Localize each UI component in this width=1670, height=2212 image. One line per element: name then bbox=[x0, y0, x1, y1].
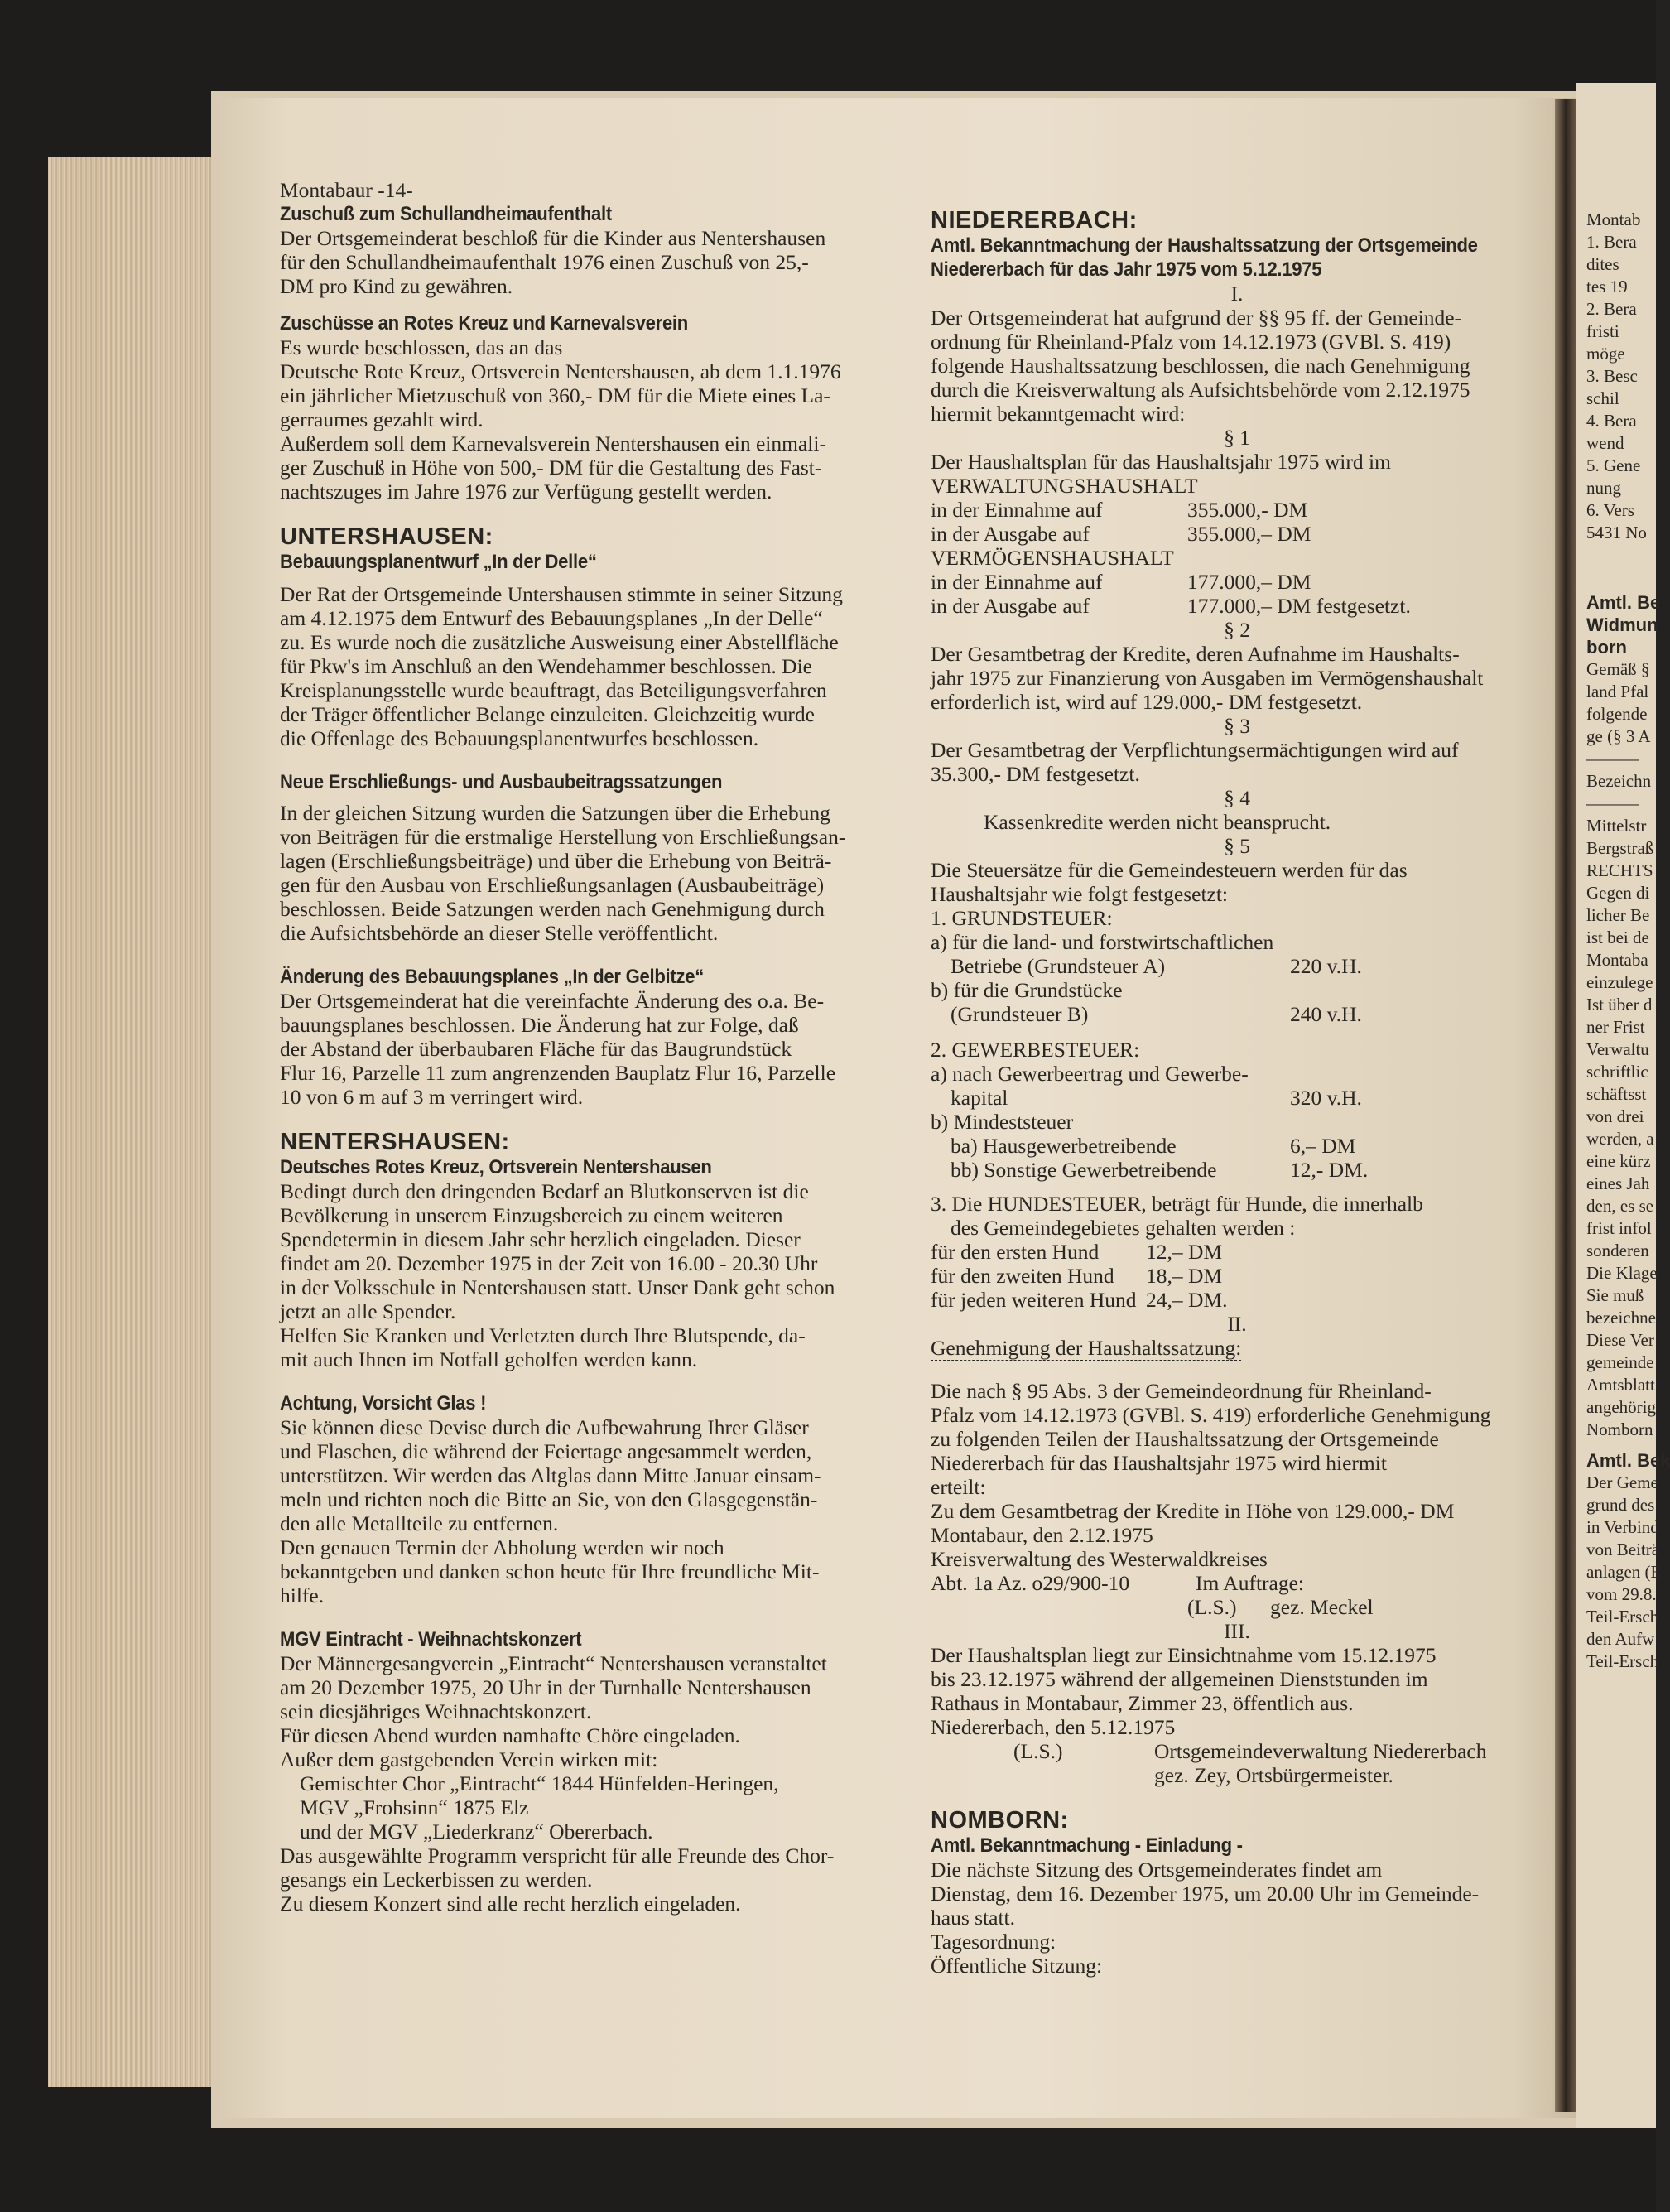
text-line: Deutsche Rote Kreuz, Ortsverein Nentershausen, ab dem 1.1.1976 bbox=[280, 359, 841, 383]
text-line: Montabaur, den 2.12.1975 bbox=[931, 1523, 1153, 1547]
guest-choir: und der MGV „Liederkranz“ Obererbach. bbox=[300, 1819, 653, 1843]
tax-row: bb) Sonstige Gewerbetreibende 12,- DM. bbox=[951, 1158, 1369, 1182]
text-line: Spendetermin in diesem Jahr sehr herzlich eingeladen. Dieser bbox=[280, 1227, 801, 1251]
paragraph-sign: § 1 bbox=[1224, 426, 1250, 450]
article-delle bbox=[280, 523, 899, 750]
text-line: Außer dem gastgebenden Verein wirken mit: bbox=[280, 1747, 658, 1771]
text-line: am 20 Dezember 1975, 20 Uhr in der Turnhalle Nentershausen bbox=[280, 1675, 811, 1699]
text-line: mit auch Ihnen im Notfall geholfen werden kann. bbox=[280, 1347, 698, 1371]
article-title: Deutsches Rotes Kreuz, Ortsverein Nentershausen bbox=[280, 1156, 712, 1178]
paragraph-sign: § 3 bbox=[1224, 714, 1250, 738]
subheading: Genehmigung der Haushaltssatzung: bbox=[931, 1336, 1242, 1360]
tax-row: Betriebe (Grundsteuer A) 220 v.H. bbox=[951, 954, 1362, 978]
article-title: Niedererbach für das Jahr 1975 vom 5.12.1975 bbox=[931, 258, 1322, 281]
text-line: Der Ortsgemeinderat hat die vereinfachte Änderung des o.a. Be- bbox=[280, 989, 825, 1013]
text-line: Die Steuersätze für die Gemeindesteuern werden für das bbox=[931, 858, 1408, 882]
text-line: hiermit bekanntgemacht wird: bbox=[931, 402, 1186, 426]
place-heading: UNTERSHAUSEN: bbox=[280, 523, 493, 550]
text-line: b) Mindeststeuer bbox=[931, 1110, 1074, 1134]
budget-row: in der Ausgabe auf 177.000,– DM festgesetzt. bbox=[931, 594, 1411, 618]
text-line: Der Gesamtbetrag der Kredite, deren Aufnahme im Haushalts- bbox=[931, 642, 1460, 666]
tax-heading: 2. GEWERBESTEUER: bbox=[931, 1038, 1140, 1062]
text-line: haus statt. bbox=[931, 1906, 1015, 1930]
article-drk bbox=[280, 1129, 899, 1371]
text-line: DM pro Kind zu gewähren. bbox=[280, 274, 513, 298]
dog-tax-row: für den zweiten Hund 18,– DM bbox=[931, 1264, 1223, 1288]
text-line: von Beiträgen für die erstmalige Herstellung von Erschließungsan- bbox=[280, 825, 846, 849]
text-line: Kassenkredite werden nicht beansprucht. bbox=[984, 810, 1331, 834]
article-schullandheim bbox=[280, 202, 899, 298]
text-line: 3. Die HUNDESTEUER, beträgt für Hunde, die innerhalb bbox=[931, 1192, 1423, 1216]
text-line: gen für den Ausbau von Erschließungsanlagen (Ausbaubeiträge) bbox=[280, 873, 825, 897]
text-line: ordnung für Rheinland-Pfalz vom 14.12.1973 (GVBl. S. 419) bbox=[931, 330, 1451, 354]
guest-choir: Gemischter Chor „Eintracht“ 1844 Hünfelden-Heringen, bbox=[300, 1771, 779, 1795]
text-line: und Flaschen, die während der Feiertage angesammelt werden, bbox=[280, 1439, 812, 1463]
article-title: Zuschüsse an Rotes Kreuz und Karnevalsverein bbox=[280, 312, 688, 335]
text-line: nachtszuges im Jahre 1976 zur Verfügung gestellt werden. bbox=[280, 480, 772, 504]
place-heading: NENTERSHAUSEN: bbox=[280, 1129, 510, 1155]
right-column bbox=[931, 207, 1543, 1978]
paragraph-sign: § 5 bbox=[1224, 834, 1250, 858]
budget-row: in der Einnahme auf 177.000,– DM bbox=[931, 570, 1311, 594]
article-title: Änderung des Bebauungsplanes „In der Gelbitze“ bbox=[280, 966, 704, 988]
text-line: jetzt an alle Spender. bbox=[280, 1299, 456, 1323]
text-line: Öffentliche Sitzung: bbox=[931, 1954, 1135, 1978]
text-line: Der Haushaltsplan liegt zur Einsichtnahme vom 15.12.1975 bbox=[931, 1643, 1437, 1667]
text-line: Den genauen Termin der Abholung werden wir noch bbox=[280, 1535, 724, 1559]
text-line: a) nach Gewerbeertrag und Gewerbe- bbox=[931, 1062, 1249, 1086]
text-line: Pfalz vom 14.12.1973 (GVBl. S. 419) erforderliche Genehmigung bbox=[931, 1403, 1491, 1427]
text-line: Das ausgewählte Programm verspricht für alle Freunde des Chor- bbox=[280, 1843, 835, 1867]
text-line: für den Schullandheimaufenthalt 1976 einen Zuschuß von 25,- bbox=[280, 250, 809, 274]
text-line: hilfe. bbox=[280, 1583, 325, 1607]
guest-choir: MGV „Frohsinn“ 1875 Elz bbox=[300, 1795, 529, 1819]
text-line: bis 23.12.1975 während der allgemeinen Dienststunden im bbox=[931, 1667, 1428, 1691]
text-line: gerraumes gezahlt wird. bbox=[280, 407, 484, 431]
text-line: 35.300,- DM festgesetzt. bbox=[931, 762, 1140, 786]
text-line: Es wurde beschlossen, das an das bbox=[280, 335, 563, 359]
article-title: Zuschuß zum Schullandheimaufenthalt bbox=[280, 203, 612, 225]
text-line: des Gemeindegebietes gehalten werden : bbox=[951, 1216, 1296, 1240]
text-line: ein jährlicher Mietzuschuß von 360,- DM für die Miete eines La- bbox=[280, 383, 830, 407]
text-line: erteilt: bbox=[931, 1475, 986, 1499]
dog-tax-row: für jeden weiteren Hund 24,– DM. bbox=[931, 1288, 1228, 1312]
text-line: die Aufsichtsbehörde an dieser Stelle veröffentlicht. bbox=[280, 921, 719, 945]
text-line: Niedererbach, den 5.12.1975 bbox=[931, 1715, 1176, 1739]
signature-row: (L.S.) Ortsgemeindeverwaltung Niedererbach bbox=[1013, 1739, 1487, 1763]
text-line: findet am 20. Dezember 1975 in der Zeit von 16.00 - 20.30 Uhr bbox=[280, 1251, 818, 1275]
place-heading: NOMBORN: bbox=[931, 1807, 1069, 1834]
signature-row: gez. Zey, Ortsbürgermeister. bbox=[1154, 1763, 1393, 1787]
text-line: Haushaltsjahr wie folgt festgesetzt: bbox=[931, 882, 1229, 906]
section-label: VERMÖGENSHAUSHALT bbox=[931, 546, 1174, 570]
text-line: Der Ortsgemeinderat beschloß für die Kinder aus Nentershausen bbox=[280, 226, 826, 250]
text-line: der Träger öffentlicher Belange einzuleiten. Gleichzeitig wurde bbox=[280, 702, 815, 726]
text-line: Dienstag, dem 16. Dezember 1975, um 20.00 Uhr im Gemeinde- bbox=[931, 1882, 1480, 1906]
text-line: Der Haushaltsplan für das Haushaltsjahr 1975 wird im bbox=[931, 450, 1391, 474]
text-line: Helfen Sie Kranken und Verletzten durch Ihre Blutspende, da- bbox=[280, 1323, 806, 1347]
page-stack-edge bbox=[48, 157, 234, 2087]
text-line: Rathaus in Montabaur, Zimmer 23, öffentlich aus. bbox=[931, 1691, 1354, 1715]
place-heading: NIEDERERBACH: bbox=[931, 207, 1138, 234]
tax-row: (Grundsteuer B) 240 v.H. bbox=[951, 1002, 1362, 1026]
text-line: bekanntgeben und danken schon heute für Ihre freundliche Mit- bbox=[280, 1559, 820, 1583]
text-line: Der Gesamtbetrag der Verpflichtungsermächtigungen wird auf bbox=[931, 738, 1459, 762]
text-line: der Abstand der überbaubaren Fläche für das Baugrundstück bbox=[280, 1037, 792, 1061]
text-line: Niedererbach für das Haushaltsjahr 1975 wird hiermit bbox=[931, 1451, 1387, 1475]
text-line: Flur 16, Parzelle 11 zum angrenzenden Bauplatz Flur 16, Parzelle bbox=[280, 1061, 836, 1085]
text-line: meln und richten noch die Bitte an Sie, von den Glasgegenstän- bbox=[280, 1487, 818, 1511]
text-line: Kreisplanungsstelle wurde beauftragt, das Beteiligungsverfahren bbox=[280, 678, 827, 702]
signature-row: (L.S.) gez. Meckel bbox=[1187, 1595, 1374, 1619]
next-page-text-mid: Amtl. Be Widmun born Gemäß § land Pfal folgende ge (§ 3 A –––––– Bezeichn –––––– Mittelstr Bergstraß RECHTS Gegen di licher Be ist bei de Montaba einzulege Ist über d ner Frist Verwaltu schriftlic schäftsst von drei werden, a eine kürz eines Jah den, es se frist infol sonderen Die Klage Sie muß bezeichne Diese Ver gemeinde Amtsblatt angehörig Nomborn Amtl. Bek Der Geme grund des in Verbind von Beiträ anlagen (E vom 29.8. Teil-Ersch den Aufw Teil-Ersch bbox=[1586, 592, 1670, 1671]
text-line: in der Volksschule in Nentershausen statt. Unser Dank geht schon bbox=[280, 1275, 835, 1299]
text-line: Der Ortsgemeinderat hat aufgrund der §§ 95 ff. der Gemeinde- bbox=[931, 306, 1462, 330]
text-line: Außerdem soll dem Karnevalsverein Nentershausen ein einmali- bbox=[280, 431, 826, 455]
text-line: folgende Haushaltssatzung beschlossen, die nach Genehmigung bbox=[931, 354, 1470, 378]
text-line: Bevölkerung in unserem Einzugsbereich zu einem weiteren bbox=[280, 1203, 783, 1227]
text-line: durch die Kreisverwaltung als Aufsichtsbehörde vom 2.12.1975 bbox=[931, 378, 1470, 402]
text-line: beschlossen. Beide Satzungen werden nach Genehmigung durch bbox=[280, 897, 825, 921]
text-line: Für diesen Abend wurden namhafte Chöre eingeladen. bbox=[280, 1723, 740, 1747]
roman-numeral: II. bbox=[1227, 1312, 1247, 1336]
text-line: Der Männergesangverein „Eintracht“ Nentershausen veranstaltet bbox=[280, 1651, 827, 1675]
article-title: Bebauungsplanentwurf „In der Delle“ bbox=[280, 551, 597, 573]
article-title: Neue Erschließungs- und Ausbaubeitragssatzungen bbox=[280, 771, 723, 793]
article-zuschuesse bbox=[280, 311, 899, 504]
text-line: lagen (Erschließungsbeiträge) und über die Erhebung von Beiträ- bbox=[280, 849, 832, 873]
tax-row: ba) Hausgewerbetreibende 6,– DM bbox=[951, 1134, 1356, 1158]
text-line: Bedingt durch den dringenden Bedarf an Blutkonserven ist die bbox=[280, 1179, 809, 1203]
article-title: Amtl. Bekanntmachung der Haushaltssatzung der Ortsgemeinde bbox=[931, 234, 1478, 257]
text-line: erforderlich ist, wird auf 129.000,- DM festgesetzt. bbox=[931, 690, 1363, 714]
text-line: Kreisverwaltung des Westerwaldkreises bbox=[931, 1547, 1268, 1571]
article-gelbitze bbox=[280, 965, 899, 1109]
text-line: Zu dem Gesamtbetrag der Kredite in Höhe von 129.000,- DM bbox=[931, 1499, 1455, 1523]
text-line: sein diesjähriges Weihnachtskonzert. bbox=[280, 1699, 592, 1723]
dog-tax-row: für den ersten Hund 12,– DM bbox=[931, 1240, 1223, 1264]
section-label: VERWALTUNGSHAUSHALT bbox=[931, 474, 1198, 498]
text-line: bauungsplanes beschlossen. Die Änderung hat zur Folge, daß bbox=[280, 1013, 799, 1037]
text-line: für Pkw's im Anschluß an den Wendehammer beschlossen. Die bbox=[280, 654, 812, 678]
page-header: Montabaur -14- bbox=[280, 178, 413, 202]
tax-heading: 1. GRUNDSTEUER: bbox=[931, 906, 1113, 930]
next-page-text-top: Montab 1. Bera dites tes 19 2. Bera fristi möge 3. Besc schil 4. Bera wend 5. Gene nung 6. Vers 5431 No bbox=[1586, 210, 1647, 542]
text-line: Zu diesem Konzert sind alle recht herzlich eingeladen. bbox=[280, 1892, 741, 1916]
paragraph-sign: § 2 bbox=[1224, 618, 1250, 642]
left-column bbox=[280, 178, 899, 1916]
book-gutter bbox=[1555, 99, 1576, 2112]
signature-row: Abt. 1a Az. o29/900-10 Im Auftrage: bbox=[931, 1571, 1304, 1595]
text-line: ger Zuschuß in Höhe von 500,- DM für die Gestaltung des Fast- bbox=[280, 455, 822, 480]
roman-numeral: I. bbox=[1230, 282, 1244, 306]
article-title: Achtung, Vorsicht Glas ! bbox=[280, 1392, 487, 1414]
text-line: Der Rat der Ortsgemeinde Untershausen stimmte in seiner Sitzung bbox=[280, 582, 843, 606]
text-line: die Offenlage des Bebauungsplanentwurfes beschlossen. bbox=[280, 726, 759, 750]
article-erschliessung bbox=[280, 770, 899, 945]
text-line: am 4.12.1975 dem Entwurf des Bebauungsplanes „In der Delle“ bbox=[280, 606, 823, 630]
text-line: unterstützen. Wir werden das Altglas dann Mitte Januar einsam- bbox=[280, 1463, 821, 1487]
text-line: Sie können diese Devise durch die Aufbewahrung Ihrer Gläser bbox=[280, 1415, 809, 1439]
tax-row: kapital 320 v.H. bbox=[951, 1086, 1362, 1110]
budget-row: in der Einnahme auf 355.000,- DM bbox=[931, 498, 1308, 522]
text-line: b) für die Grundstücke bbox=[931, 978, 1123, 1002]
article-title: MGV Eintracht - Weihnachtskonzert bbox=[280, 1628, 582, 1651]
roman-numeral: III. bbox=[1224, 1619, 1250, 1643]
paragraph-sign: § 4 bbox=[1224, 786, 1250, 810]
article-mgv bbox=[280, 1627, 899, 1916]
text-line: Die nächste Sitzung des Ortsgemeinderates findet am bbox=[931, 1858, 1383, 1882]
text-line: In der gleichen Sitzung wurden die Satzungen über die Erhebung bbox=[280, 801, 830, 825]
text-line: zu folgenden Teilen der Haushaltssatzung der Ortsgemeinde bbox=[931, 1427, 1439, 1451]
text-line: Tagesordnung: bbox=[931, 1930, 1056, 1954]
text-line: den alle Metallteile zu entfernen. bbox=[280, 1511, 559, 1535]
article-title: Amtl. Bekanntmachung - Einladung - bbox=[931, 1834, 1243, 1857]
text-line: a) für die land- und forstwirtschaftlichen bbox=[931, 930, 1274, 954]
text-line: jahr 1975 zur Finanzierung von Ausgaben im Vermögenshaushalt bbox=[931, 666, 1484, 690]
text-line: gesangs ein Leckerbissen zu werden. bbox=[280, 1867, 593, 1892]
text-line: Die nach § 95 Abs. 3 der Gemeindeordnung für Rheinland- bbox=[931, 1379, 1432, 1403]
text-line: 10 von 6 m auf 3 m verringert wird. bbox=[280, 1085, 584, 1109]
article-glas bbox=[280, 1391, 899, 1607]
budget-row: in der Ausgabe auf 355.000,– DM bbox=[931, 522, 1311, 546]
next-page-edge bbox=[1576, 83, 1670, 2128]
text-line: zu. Es wurde noch die zusätzliche Ausweisung einer Abstellfläche bbox=[280, 630, 839, 654]
